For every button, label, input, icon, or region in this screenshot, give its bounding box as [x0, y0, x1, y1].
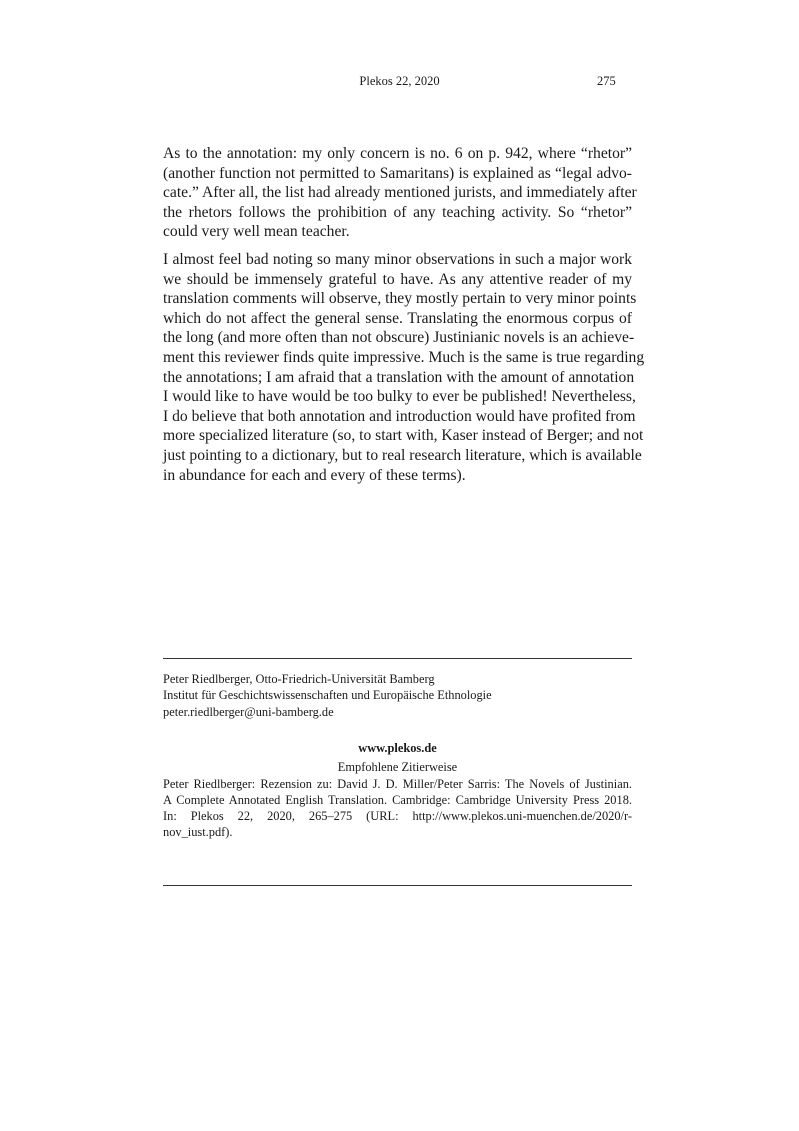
text-line: I do believe that both annotation and introduction would have profited from: [163, 407, 636, 425]
text-line: cate.” After all, the list had already mentioned jurists, and immediately after: [163, 184, 637, 202]
text-line: just pointing to a dictionary, but to real research literature, which is available: [163, 446, 642, 464]
text-line: in abundance for each and every of these terms).: [163, 466, 466, 484]
text-line: we should be immensely grateful to have. As any attentive reader of my: [163, 270, 632, 288]
site-link[interactable]: www.plekos.de: [358, 741, 437, 755]
text-line: more specialized literature (so, to start with, Kaser instead of Berger; and not: [163, 427, 644, 445]
citation-block: [163, 740, 632, 841]
divider: [163, 885, 632, 886]
text-line: which do not affect the general sense. Translating the enormous corpus of: [163, 309, 632, 327]
author-affiliation: Peter Riedlberger, Otto-Friedrich-Universität Bamberg: [163, 672, 435, 686]
text-line: translation comments will observe, they mostly pertain to very minor points: [163, 290, 637, 308]
divider: [163, 658, 632, 659]
page-number: 275: [597, 74, 616, 88]
text-line: the rhetors follows the prohibition of any teaching activity. So “rhetor”: [163, 203, 632, 221]
text-line: the annotations; I am afraid that a translation with the amount of annotation: [163, 368, 635, 386]
text-line: could very well mean teacher.: [163, 223, 350, 241]
citation-line: In: Plekos 22, 2020, 265–275 (URL: http://www.plekos.uni-muenchen.de/2020/r-: [163, 809, 632, 824]
text-line: (another function not permitted to Samaritans) is explained as “legal advo-: [163, 164, 632, 182]
author-info: [163, 671, 632, 720]
author-email[interactable]: peter.riedlberger@uni-bamberg.de: [163, 704, 334, 719]
author-institute: Institut für Geschichtswissenschaften und Europäische Ethnologie: [163, 688, 492, 703]
citation-heading: Empfohlene Zitierweise: [337, 760, 458, 775]
citation-line: A Complete Annotated English Translation. Cambridge: Cambridge University Press 2018.: [163, 792, 632, 807]
running-header: Plekos 22, 2020: [359, 74, 440, 88]
text-line: I almost feel bad noting so many minor observations in such a major work: [163, 251, 632, 268]
paragraph-2: [163, 250, 645, 485]
text-line: As to the annotation: my only concern is no. 6 on p. 942, where “rhetor”: [163, 145, 632, 162]
text-line: ment this reviewer finds quite impressive. Much is the same is true regarding: [163, 348, 645, 366]
text-line: the long (and more often than not obscure) Justinianic novels is an achieve-: [163, 329, 635, 347]
citation-line: Peter Riedlberger: Rezension zu: David J. D. Miller/Peter Sarris: The Novels of Justinian.: [163, 776, 632, 791]
citation-line: nov_iust.pdf).: [163, 825, 233, 840]
paragraph-1: [163, 144, 637, 242]
text-line: I would like to have would be too bulky to ever be published! Nevertheless,: [163, 388, 636, 406]
